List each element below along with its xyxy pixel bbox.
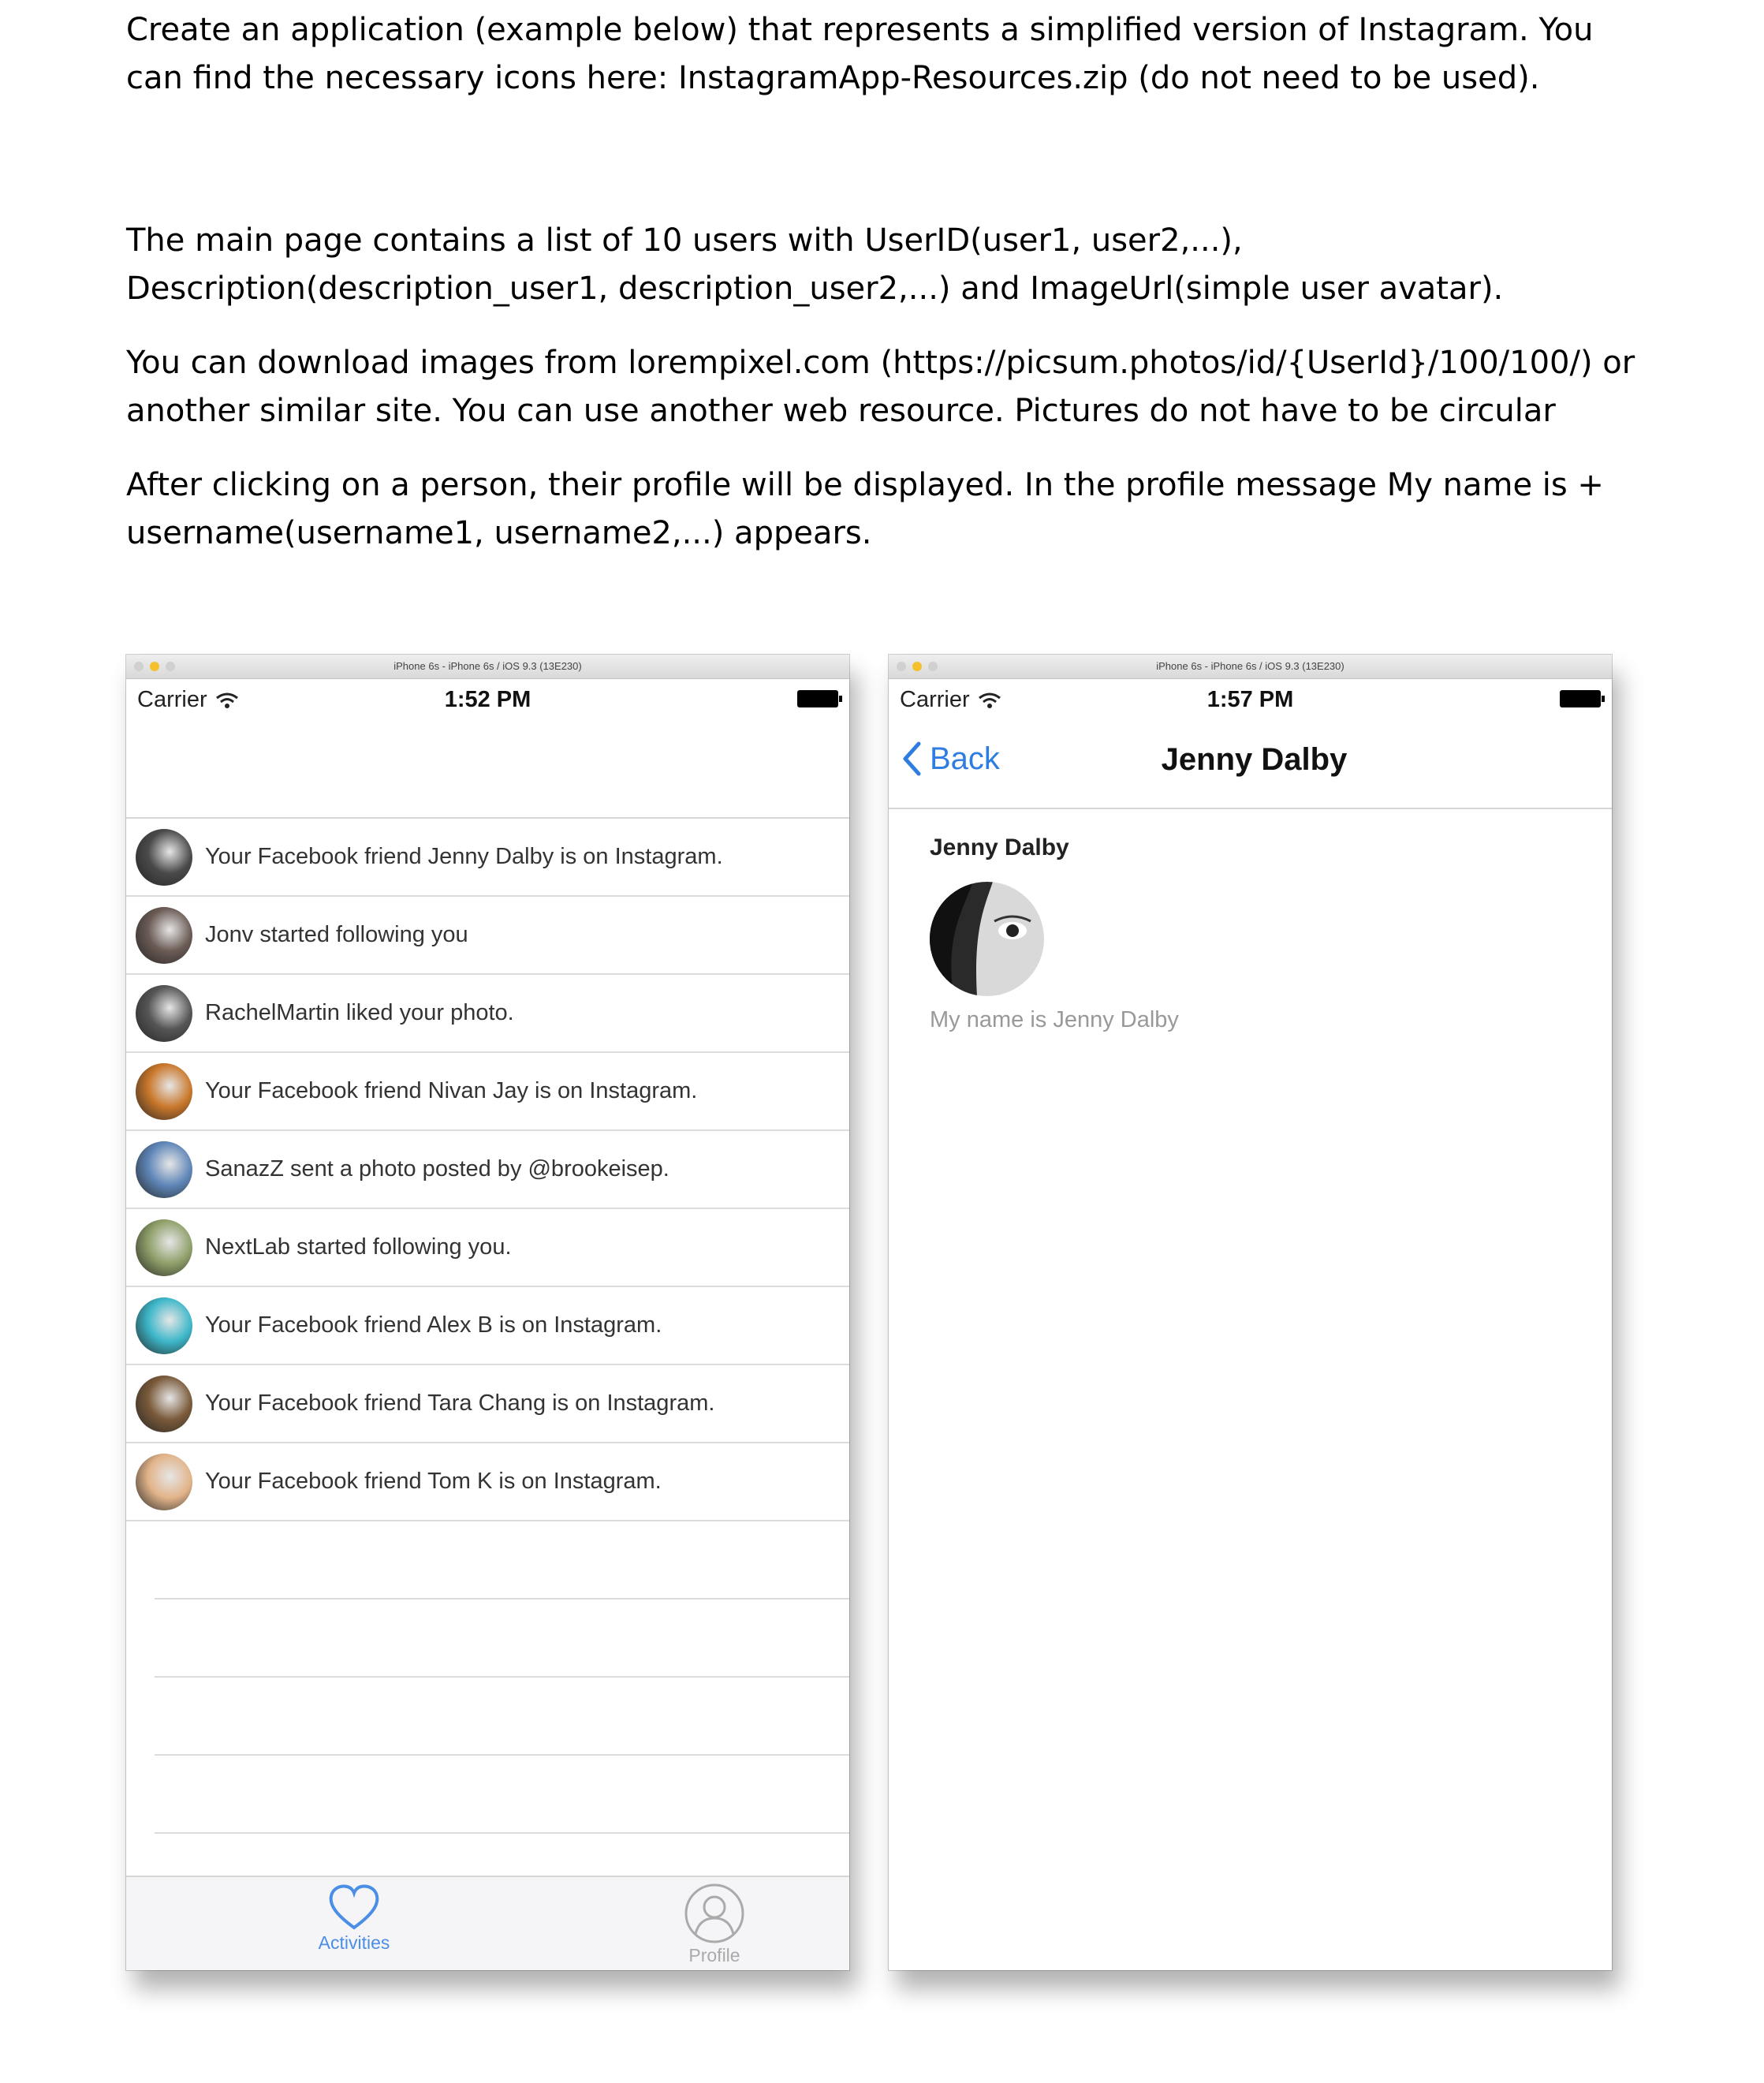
status-bar [126, 679, 849, 719]
list-item[interactable] [126, 1131, 849, 1209]
empty-row [155, 1756, 849, 1834]
nav-title: Jenny Dalby [1161, 742, 1348, 777]
avatar [136, 1297, 192, 1354]
avatar [136, 1063, 192, 1120]
activities-screenshot [126, 655, 849, 1970]
list-item-text: Your Facebook friend Alex B is on Instagram. [205, 1312, 662, 1338]
avatar [136, 1376, 192, 1432]
tab-activities[interactable] [275, 1882, 433, 1954]
simulator-title: iPhone 6s - iPhone 6s / iOS 9.3 (13E230) [1156, 660, 1344, 672]
tab-activities-label: Activities [318, 1932, 390, 1953]
simulator-title-bar [889, 655, 1612, 679]
tab-profile-label: Profile [688, 1945, 740, 1965]
list-item[interactable] [126, 975, 849, 1053]
status-bar [889, 679, 1612, 719]
avatar [136, 829, 192, 886]
list-item[interactable] [126, 1287, 849, 1365]
battery-icon [797, 690, 838, 707]
empty-row [155, 1521, 849, 1600]
profile-name: Jenny Dalby [930, 834, 1069, 860]
navigation-bar [126, 719, 849, 819]
paragraph-4: After clicking on a person, their profile will be displayed. In the profile message My name is + username(username1, username2,...) appears. [126, 467, 1604, 551]
list-item-text: NextLab started following you. [205, 1234, 512, 1260]
tab-bar [126, 1876, 849, 1970]
list-item-text: Jonv started following you [205, 922, 468, 947]
paragraph-2: The main page contains a list of 10 users with UserID(user1, user2,...), Description(description_user1, description_user2,...) and ImageUrl(simple user avatar). [126, 222, 1504, 307]
simulator-title: iPhone 6s - iPhone 6s / iOS 9.3 (13E230) [393, 660, 582, 672]
avatar [136, 1141, 192, 1198]
avatar [136, 1219, 192, 1276]
empty-row [155, 1600, 849, 1678]
list-item-text: SanazZ sent a photo posted by @brookeisep. [205, 1156, 669, 1181]
activity-list [126, 819, 849, 1834]
tab-profile[interactable] [636, 1882, 793, 1966]
heart-icon [326, 1882, 382, 1932]
profile-message: My name is Jenny Dalby [930, 1007, 1179, 1032]
status-time: 1:57 PM [1206, 687, 1294, 712]
avatar [136, 907, 192, 964]
profile-icon [683, 1882, 746, 1945]
profile-screenshot [889, 655, 1612, 1970]
navigation-bar [889, 719, 1612, 809]
paragraph-1: Create an application (example below) that represents a simplified version of Instagram. You can find the necessary icons here: InstagramApp-Resources.zip (do not need to be used). [126, 12, 1594, 96]
carrier-label: Carrier [137, 687, 207, 712]
profile-avatar [930, 882, 1044, 996]
list-item[interactable] [126, 1209, 849, 1287]
list-item[interactable] [126, 1443, 849, 1521]
list-item[interactable] [126, 1365, 849, 1443]
list-item-text: Your Facebook friend Tom K is on Instagram. [205, 1469, 662, 1494]
battery-icon [1560, 690, 1601, 707]
paragraph-3: You can download images from lorempixel.com (https://picsum.photos/id/{UserId}/100/100/) or another similar site. You can use another web resource. Pictures do not have to be circular [126, 345, 1635, 429]
status-time: 1:52 PM [444, 687, 531, 712]
avatar [136, 1454, 192, 1510]
list-item-text: RachelMartin liked your photo. [205, 1000, 514, 1025]
simulator-title-bar [126, 655, 849, 679]
list-item[interactable] [126, 1053, 849, 1131]
list-item-text: Your Facebook friend Nivan Jay is on Instagram. [205, 1078, 698, 1103]
list-item[interactable] [126, 819, 849, 897]
back-label: Back [930, 741, 1000, 776]
empty-row [155, 1678, 849, 1756]
list-item[interactable] [126, 897, 849, 975]
carrier-label: Carrier [900, 687, 970, 712]
avatar [136, 985, 192, 1042]
list-item-text: Your Facebook friend Jenny Dalby is on Instagram. [205, 844, 723, 869]
instructions [126, 6, 1640, 558]
list-item-text: Your Facebook friend Tara Chang is on Instagram. [205, 1391, 715, 1416]
